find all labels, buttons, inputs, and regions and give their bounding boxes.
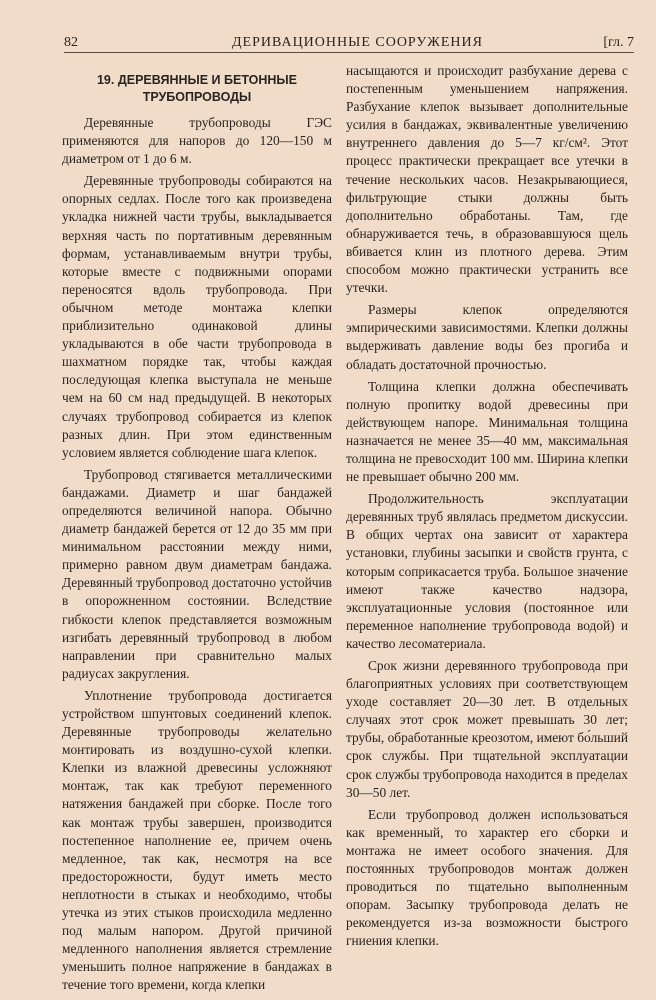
page-number: 82	[64, 35, 78, 50]
right-column	[346, 62, 628, 955]
paragraph: Размеры клепок определяются эмпирическими зависимостями. Клепки должны выдерживать давление воды без прогиба и обладать достаточной прочностью.	[346, 302, 628, 372]
section-title-line1: 19. ДЕРЕВЯННЫЕ И БЕТОННЫЕ	[96, 73, 298, 87]
paragraph: Если трубопровод должен использоваться как временный, то характер его сборки и монтажа не имеет особого значения. Для постоянных трубопроводов монтаж должен проводиться по тщательно выполненным опорам. Засыпку трубопровода делать не рекомендуется из-за возможности быстрого гниения клепки.	[346, 806, 628, 949]
paragraph: Срок жизни деревянного трубопровода при благоприятных условиях при соответствующем уходе составляет 20—30 лет. В отдельных случаях этот срок может превышать 30 лет; трубы, обработанные креозотом, имеют бо́льший срок службы. При тщательной эксплуатации срок службы трубопровода находится в пределах 30—50 лет.	[346, 658, 628, 800]
paragraph: Деревянные трубопроводы собираются на опорных седлах. После того как произведена укладка нижней части трубы, выкладывается верхняя часть по портативным деревянным формам, устанавливаемым внутри трубы, которые вместе с подвижными опорами переносятся вдоль трубопровода. При обычном методе монтажа клепки приблизительно одинаковой длины укладываются в обе части трубопровода в шахматном порядке так, чтобы каждая последующая клепка выступала не меньше чем на 60 см над предыдущей. В некоторых случаях трубопровод собирается из клепок разных длин. При этом единственным условием является соблюдение шага клепок.	[62, 173, 332, 460]
paragraph: Уплотнение трубопровода достигается устройством шпунтовых соединений клепок. Деревянные трубопроводы желательно монтировать из воздушно-сухой клепки. Клепки из влажной древесины усложняют монтаж, так как требуют переменного натяжения бандажей при сборке. После того как монтаж трубы завершен, производится постепенное наполнение ее, причем очень медленное, так как, несмотря на все предосторожности, будут иметь место неплотности в стыках и необходимо, чтобы утечка из этих стыков происходила медленно под малым напором. Другой причиной медленного наполнения является стремление уменьшить полное напряжение в бандажах в течение того времени, когда клепки	[62, 687, 332, 993]
running-title: ДЕРИВАЦИОННЫЕ СООРУЖЕНИЯ	[232, 35, 483, 50]
paragraph: Деревянные трубопроводы ГЭС применяются для напоров до 120—150 м диаметром от 1 до 6 м.	[62, 115, 332, 167]
left-column	[62, 68, 332, 999]
paragraph-continued: насыщаются и происходит разбухание дерева с постепенным уменьшением напряжения. Разбухание клепок вызывает дополнительные усилия в бандажах, эквивалентные увеличению внутреннего давления до 5—7 кг/см². Этот процесс практически прекращает все утечки в течение нескольких часов. Незакрывающиеся, фильтрующие стыки должны быть дополнительно обработаны. Там, где обнаруживается течь, в образовавшуюся щель вбивается клин из плотного дерева. Этим способом можно практически устранить все утечки.	[346, 63, 628, 296]
paragraph: Продолжительность эксплуатации деревянных труб являлась предметом дискуссии. В общих чертах она зависит от характера установки, глубины засыпки и свойств грунта, с которым соприкасается труба. Большое значение имеют также качество надзора, эксплуатационные условия (постоянное или переменное наполнение трубопровода водой) и качество лесоматериала.	[346, 491, 628, 651]
section-title-line2: ТРУБОПРОВОДЫ	[142, 90, 252, 104]
section-heading	[62, 72, 332, 106]
chapter-marker: [гл. 7	[603, 35, 634, 50]
running-header	[64, 30, 634, 53]
paragraph: Толщина клепки должна обеспечивать полную пропитку водой древесины при действующем напоре. Минимальная толщина назначается не менее 35—40 мм, максимальная толщина не превосходит 100 мм. Ширина клепки не превышает обычно 200 мм.	[346, 378, 628, 485]
paragraph: Трубопровод стягивается металлическими бандажами. Диаметр и шаг бандажей определяются величиной напора. Обычно диаметр бандажей берется от 12 до 35 мм при минимальном расстоянии между ними, примерно равном двум диаметрам бандажа. Деревянный трубопровод достаточно устойчив в опорожненном состоянии. Вследствие гибкости клепок представляется возможным изгибать деревянный трубопровод в любом направлении при сравнительно малых радиусах закругления.	[62, 466, 332, 681]
